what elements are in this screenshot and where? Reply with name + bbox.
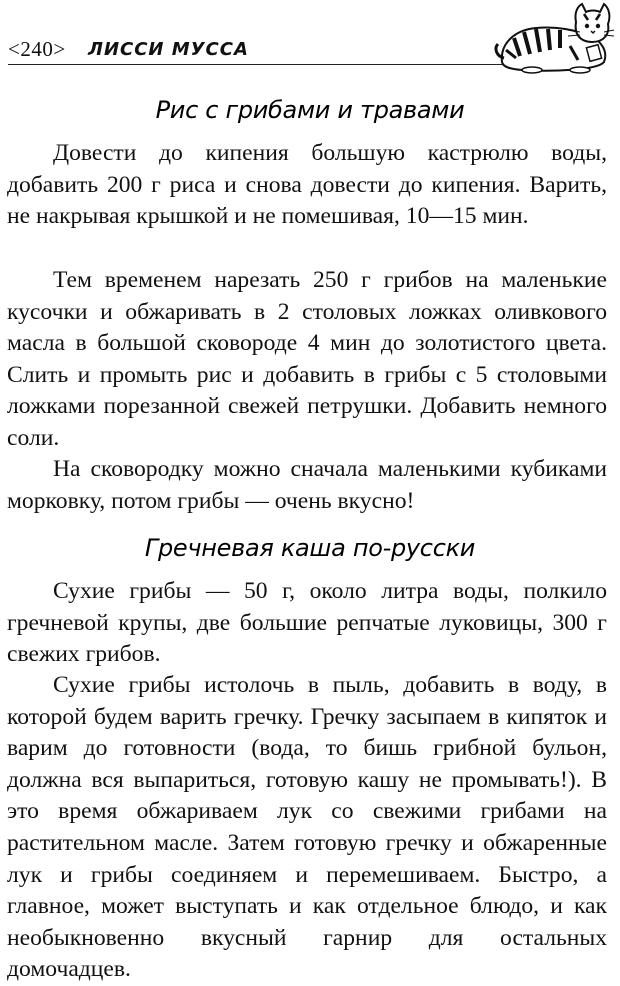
section-title: Гречневая каша по-русски <box>144 534 476 562</box>
striped-cat-icon <box>492 0 616 76</box>
page-number: <240> <box>8 37 66 61</box>
header-rule <box>8 64 518 65</box>
section-title: Рис с грибами и травами <box>155 96 465 124</box>
paragraph: Сухие грибы истолочь в пыль, добавить в воду, в которой будем варить гречку. Гречку засыпаем в кипяток и варим до готовности (вода, то бишь грибной бульон, должна вся выпариться, готовую кашу не промывать!). В это время обжариваем лук со свежими грибами на растительном масле. Затем готовую гречку и обжаренные лук и грибы соединяем и перемешиваем. Быстро, а главное, может выступать и как отдельное блюдо, и как необыкновенно вкусный гарнир для остальных домочадцев. <box>7 672 607 983</box>
paragraph: Довести до кипения большую кастрюлю воды, добавить 200 г риса и снова довести до кипения. Варить, не накрывая крышкой и не помешивая, 10—15 мин. <box>7 140 607 230</box>
paragraph: На сковородку можно сначала маленькими кубиками морковку, потом грибы — очень вкусно! <box>7 456 607 514</box>
paragraph: Тем временем нарезать 250 г грибов на маленькие кусочки и обжаривать в 2 столовых ложках оливкового масла в большой сковороде 4 мин до золотистого цвета. Слить и промыть рис и добавить в грибы с 5 столовыми ложками порезанной свежей петрушки. Добавить немного соли. <box>7 267 607 451</box>
book-title: ЛИССИ МУССА <box>88 39 249 60</box>
paragraph: Сухие грибы — 50 г, около литра воды, полкило гречневой крупы, две большие репчатые луковицы, 300 г свежих грибов. <box>7 578 607 668</box>
